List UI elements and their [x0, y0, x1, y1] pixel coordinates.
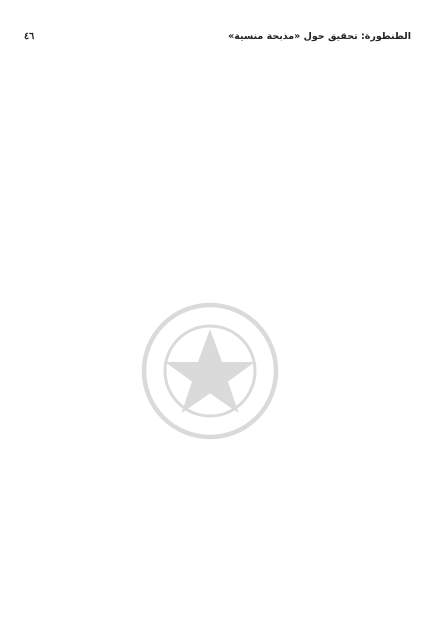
section-title: الطنطورة: تحقيق حول «مذبحة منسية»	[228, 31, 411, 42]
paragraph	[24, 98, 411, 114]
body-text	[24, 64, 411, 148]
paragraph	[24, 64, 411, 80]
page-number: ٤٦	[24, 31, 35, 42]
paragraph	[24, 132, 411, 148]
paragraph	[24, 115, 411, 131]
watermark-emblem-icon	[135, 296, 285, 446]
running-header	[24, 30, 411, 44]
paragraph	[24, 81, 411, 97]
